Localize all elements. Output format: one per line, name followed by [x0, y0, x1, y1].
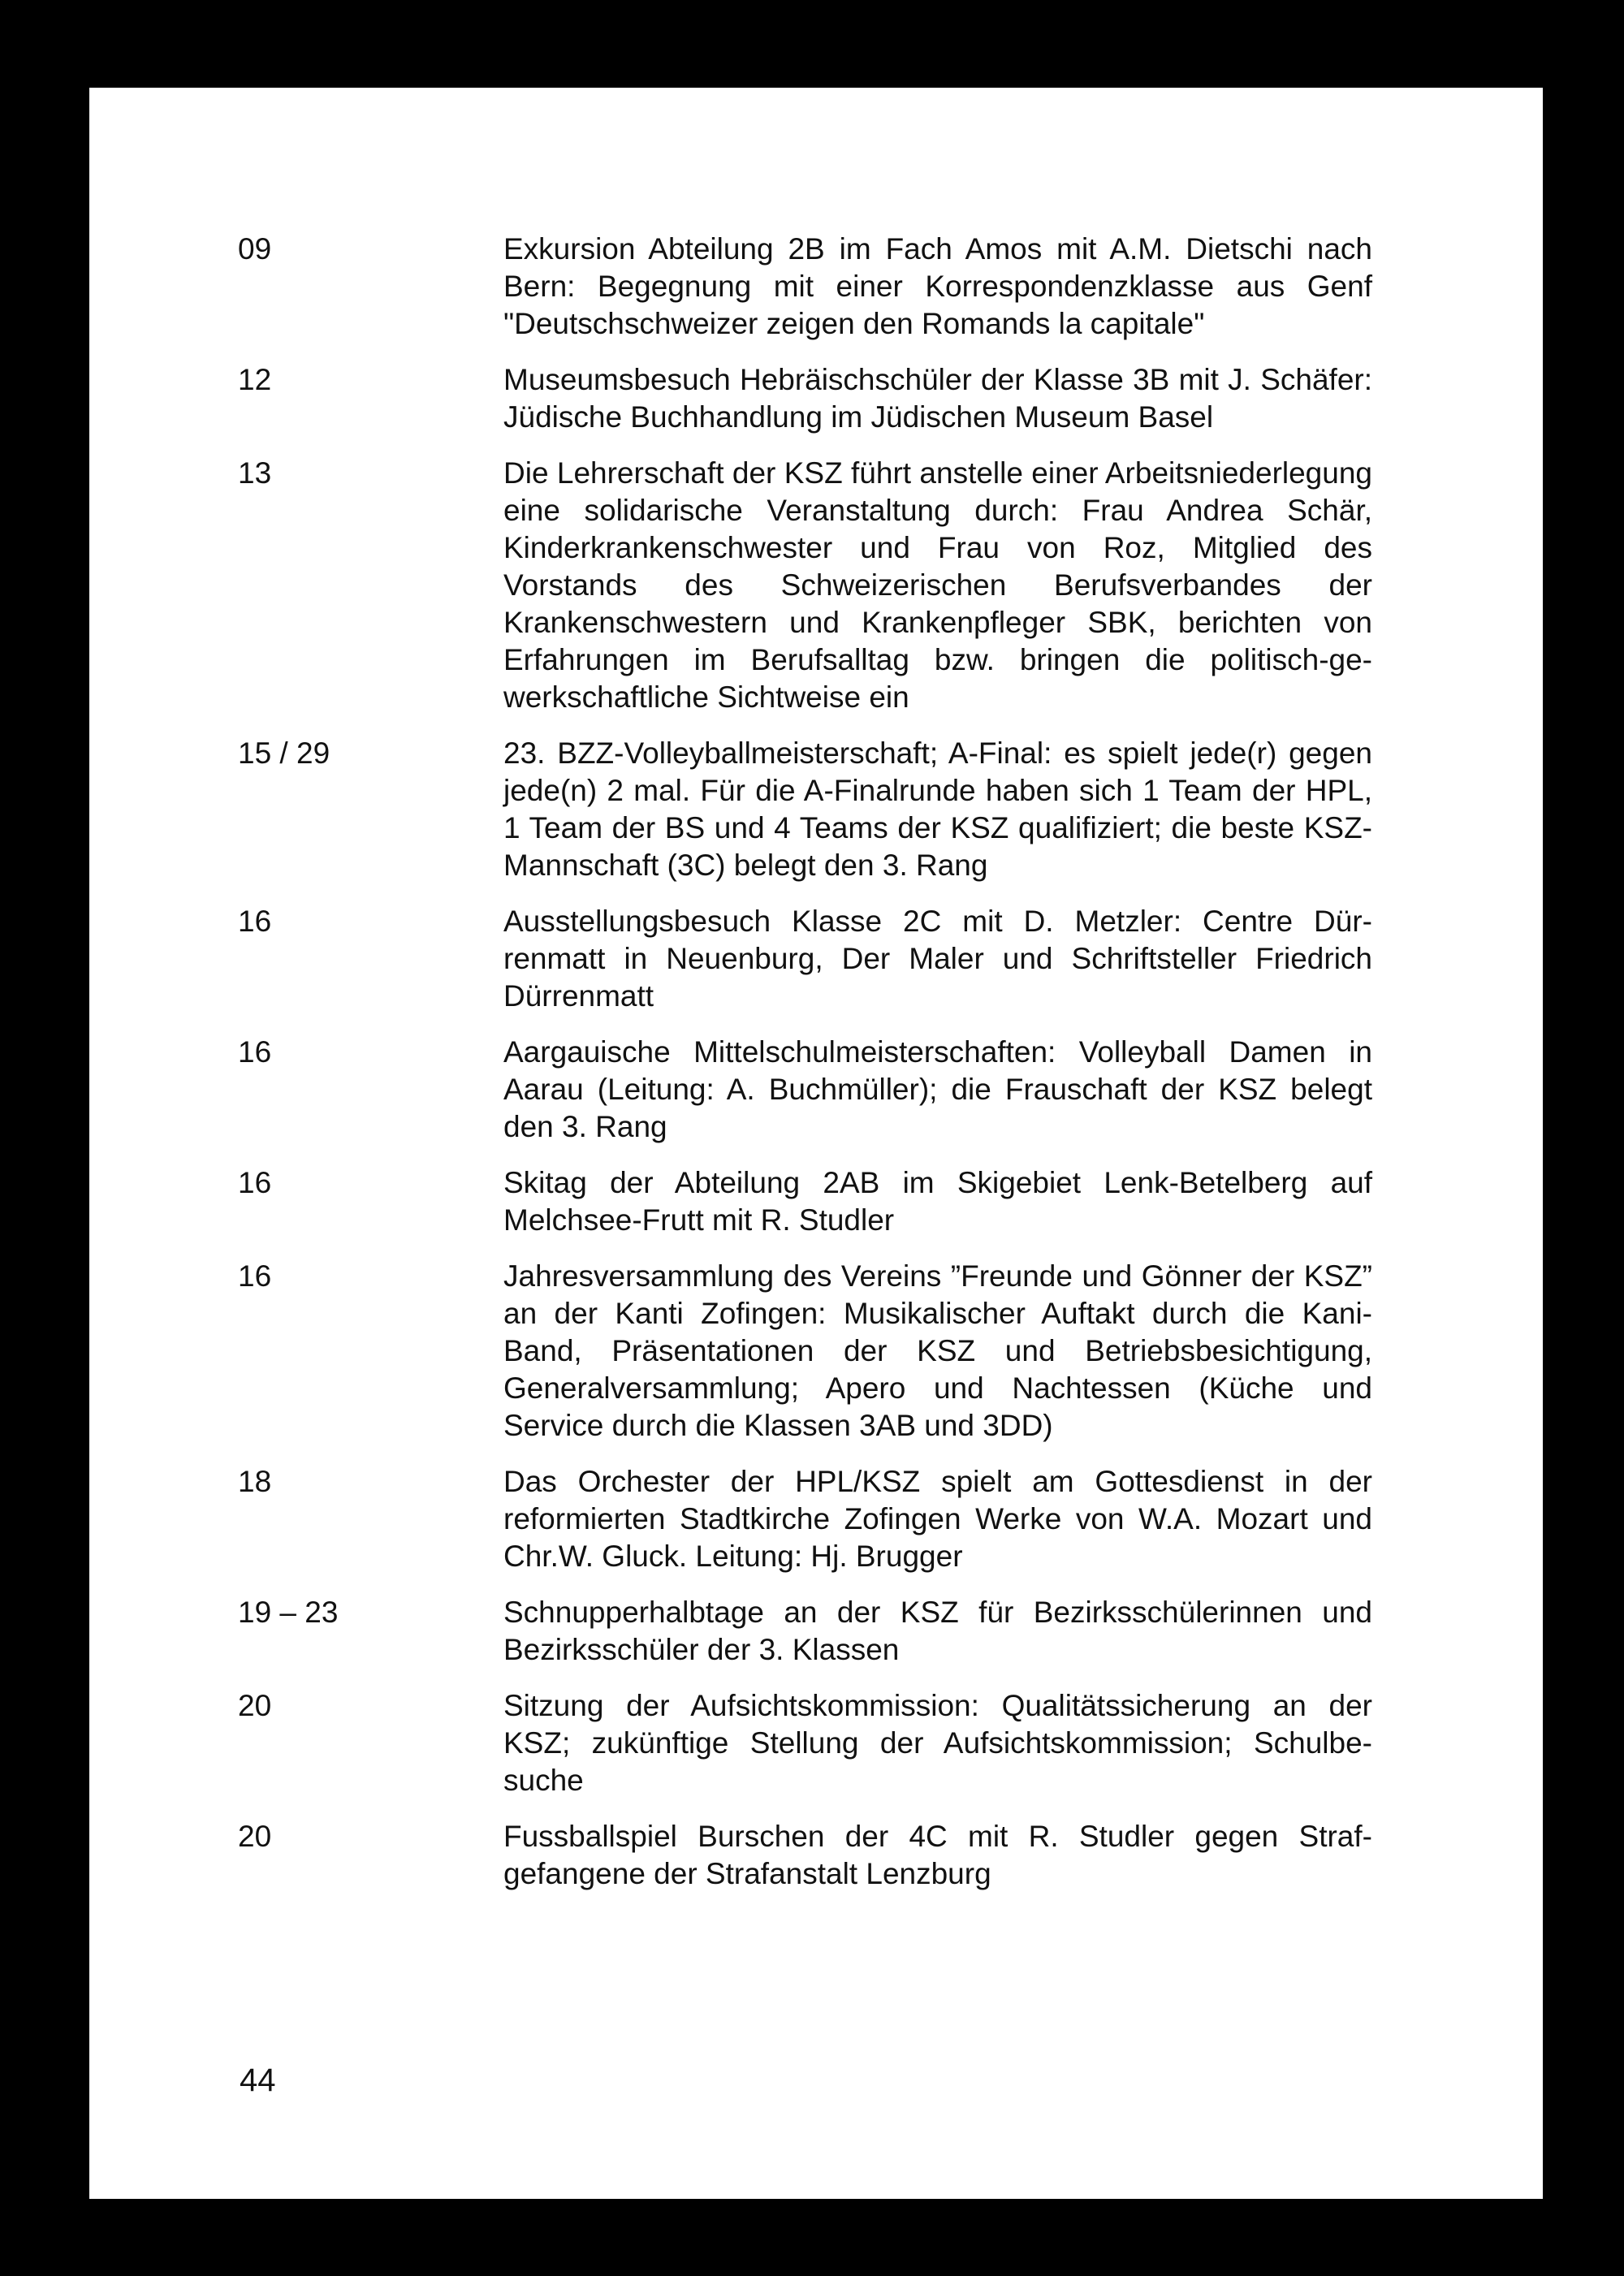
entry-date: 16	[238, 1166, 272, 1199]
entry-date: 18	[238, 1465, 272, 1498]
entry-text: Sitzung der Aufsichtskommission: Qualitätssicherung an der KSZ; zukünftige Stellung der Aufsichtskommission; Schulbesuche	[503, 1689, 1372, 1797]
entry-text: Ausstellungsbesuch Klasse 2C mit D. Metzler: Centre Dürrenmatt in Neuenburg, Der Maler und Schriftsteller Friedrich Dürrenmatt	[503, 905, 1372, 1013]
entry-date: 20	[238, 1689, 272, 1722]
entry-text: Aargauische Mittelschulmeisterschaften: Volleyball Damen in Aarau (Leitung: A. Buchmüller); die Frauschaft der KSZ belegt den 3. Rang	[503, 1035, 1372, 1143]
entry-text: 23. BZZ-Volleyballmeisterschaft; A-Final: es spielt jede(r) gegen jede(n) 2 mal. Für die A-Finalrunde haben sich 1 Team der HPL, 1 Team der BS und 4 Teams der KSZ qualifiziert; die beste KSZ-Mannschaft (3C) belegt den 3. Rang	[503, 736, 1372, 882]
chronicle-entry	[238, 903, 1464, 1015]
entry-date: 16	[238, 1259, 272, 1293]
entry-text: Schnupperhalbtage an der KSZ für Bezirksschülerinnen und Bezirksschüler der 3. Klassen	[503, 1596, 1372, 1666]
entry-date: 19 – 23	[238, 1596, 339, 1629]
entry-date: 09	[238, 232, 272, 266]
entry-date: 20	[238, 1820, 272, 1853]
entry-date: 13	[238, 456, 272, 490]
chronicle-entry	[238, 1594, 1464, 1669]
chronicle-entry	[238, 1463, 1464, 1575]
chronicle-entry	[238, 231, 1464, 343]
chronicle-entry	[238, 735, 1464, 884]
chronicle-entry	[238, 1034, 1464, 1146]
entry-text: Das Orchester der HPL/KSZ spielt am Gottesdienst in der reformierten Stadtkirche Zofingen Werke von W.A. Mozart und Chr.W. Gluck. Leitung: Hj. Brugger	[503, 1465, 1372, 1573]
entry-date: 15 / 29	[238, 736, 330, 770]
document-page	[89, 88, 1543, 2199]
chronicle-entry	[238, 1164, 1464, 1239]
chronicle-entry	[238, 1687, 1464, 1799]
entry-text: Die Lehrerschaft der KSZ führt anstelle einer Arbeitsniederlegung eine solidarische Veranstaltung durch: Frau Andrea Schär, Kinderkrankenschwester und Frau von Roz, Mitglied des Vorstands des Schweizerischen Berufsverbandes der Krankenschwestern und Krankenpfleger SBK, berichten von Erfahrungen im Berufsalltag bzw. bringen die politisch-gewerkschaftliche Sichtweise ein	[503, 456, 1372, 714]
entry-date: 12	[238, 363, 272, 396]
chronicle-entry	[238, 1818, 1464, 1893]
page-number: 44	[240, 2062, 276, 2098]
chronicle-entry	[238, 1258, 1464, 1445]
entry-date: 16	[238, 1035, 272, 1069]
entry-text: Museumsbesuch Hebräischschüler der Klasse 3B mit J. Schäfer: Jüdische Buchhandlung im Jüdischen Museum Basel	[503, 363, 1372, 434]
entry-text: Exkursion Abteilung 2B im Fach Amos mit A.M. Dietschi nach Bern: Begegnung mit einer Korrespondenzklasse aus Genf "Deutschschweizer zeigen den Romands la capitale"	[503, 232, 1372, 340]
entry-text: Fussballspiel Burschen der 4C mit R. Studler gegen Strafgefangene der Strafanstalt Lenzburg	[503, 1820, 1372, 1890]
entry-text: Jahresversammlung des Vereins ”Freunde und Gönner der KSZ” an der Kanti Zofingen: Musikalischer Auftakt durch die Kani-Band, Präsentationen der KSZ und Betriebsbesichtigung, Generalversammlung; Apero und Nachtessen (Küche und Service durch die Klassen 3AB und 3DD)	[503, 1259, 1372, 1442]
entry-date: 16	[238, 905, 272, 938]
chronicle-entry	[238, 361, 1464, 436]
chronicle-entry	[238, 455, 1464, 716]
chronicle-entries	[238, 231, 1464, 1911]
entry-text: Skitag der Abteilung 2AB im Skigebiet Lenk-Betelberg auf Melchsee-Frutt mit R. Studler	[503, 1166, 1372, 1237]
